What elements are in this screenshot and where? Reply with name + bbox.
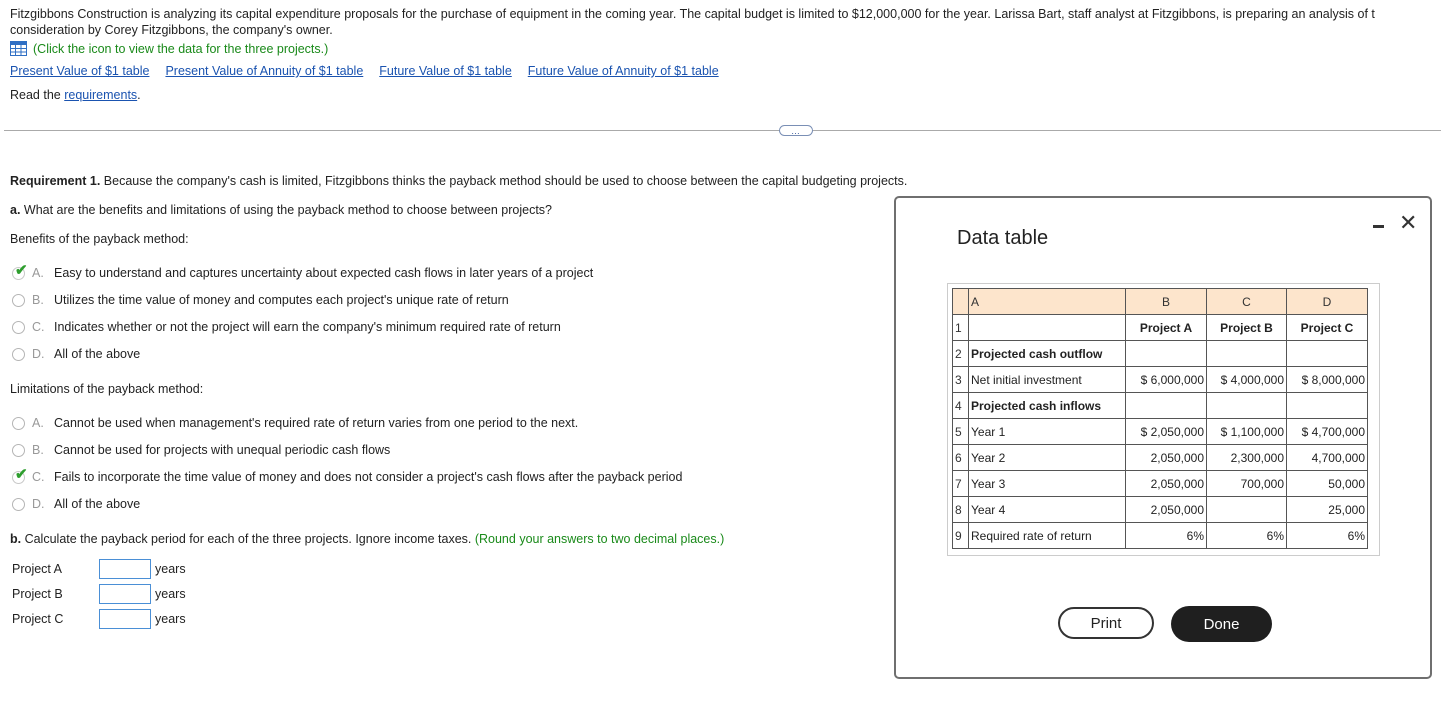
table-cell: $ 8,000,000 (1287, 367, 1368, 393)
requirement-1: Requirement 1. Because the company's cash is limited, Fitzgibbons thinks the payback method should be used to choose between the capital budgeting projects. (10, 174, 908, 188)
table-cell: Required rate of return (969, 523, 1126, 549)
column-header: A (969, 289, 1126, 315)
print-button[interactable]: Print (1058, 607, 1154, 639)
table-row (953, 367, 1368, 393)
table-cell: 6% (1126, 523, 1207, 549)
row-number: 4 (953, 393, 969, 419)
intro-text (10, 6, 1441, 38)
present-value-table-link[interactable]: Present Value of $1 table (10, 64, 150, 78)
table-cell (1207, 497, 1287, 523)
table-row (953, 315, 1368, 341)
column-header: D (1287, 289, 1368, 315)
minimize-icon[interactable] (1373, 225, 1384, 228)
future-value-table-link[interactable]: Future Value of $1 table (379, 64, 512, 78)
table-cell: 6% (1207, 523, 1287, 549)
table-cell (1207, 341, 1287, 367)
table-row (953, 471, 1368, 497)
radio-checked-icon[interactable] (12, 465, 28, 484)
table-row (953, 419, 1368, 445)
table-cell (1287, 393, 1368, 419)
radio-checked-icon[interactable] (12, 261, 28, 280)
table-cell: $ 6,000,000 (1126, 367, 1207, 393)
intro-line-2: consideration by Corey Fitzgibbons, the company's owner. (10, 23, 333, 37)
checkmark-icon: ✔ (15, 261, 28, 279)
read-requirements: Read the requirements. (10, 88, 141, 102)
data-table-dialog (894, 196, 1432, 679)
benefit-option-b[interactable]: B. Utilizes the time value of money and computes each project's unique rate of return (12, 292, 509, 308)
table-cell: Net initial investment (969, 367, 1126, 393)
row-number: 6 (953, 445, 969, 471)
rounding-note: (Round your answers to two decimal places.) (474, 532, 725, 546)
reference-table-links (10, 64, 719, 78)
row-number: 9 (953, 523, 969, 549)
table-cell: 6% (1287, 523, 1368, 549)
dialog-title: Data table (957, 227, 1049, 249)
row-number: 7 (953, 471, 969, 497)
limitations-label: Limitations of the payback method: (10, 382, 204, 396)
benefit-option-c[interactable]: C. Indicates whether or not the project will earn the company's minimum required rate of return (12, 319, 561, 335)
table-cell: Projected cash inflows (969, 393, 1126, 419)
table-row (953, 393, 1368, 419)
limitation-option-c[interactable]: ✔ C. Fails to incorporate the time value of money and does not consider a project's cash flows after the payback period (12, 469, 682, 485)
table-cell (969, 315, 1126, 341)
table-cell: Project C (1287, 315, 1368, 341)
table-cell: Project A (1126, 315, 1207, 341)
table-cell: 700,000 (1207, 471, 1287, 497)
table-row (953, 497, 1368, 523)
table-cell: $ 4,700,000 (1287, 419, 1368, 445)
radio-icon[interactable] (12, 417, 25, 430)
data-table-link-text[interactable]: (Click the icon to view the data for the three projects.) (33, 41, 329, 56)
table-cell: Project B (1207, 315, 1287, 341)
radio-icon[interactable] (12, 498, 25, 511)
expand-button[interactable] (779, 125, 813, 136)
column-header: B (1126, 289, 1207, 315)
table-cell (1207, 393, 1287, 419)
row-number: 1 (953, 315, 969, 341)
table-cell: Year 4 (969, 497, 1126, 523)
data-table-container (947, 283, 1380, 556)
future-value-annuity-table-link[interactable]: Future Value of Annuity of $1 table (527, 64, 719, 78)
checkmark-icon: ✔ (15, 465, 28, 483)
ellipsis-icon: … (791, 125, 801, 136)
limitation-option-d[interactable]: D. All of the above (12, 496, 140, 512)
table-cell: $ 4,000,000 (1207, 367, 1287, 393)
table-cell (1287, 341, 1368, 367)
table-cell: Projected cash outflow (969, 341, 1126, 367)
limitation-option-b[interactable]: B. Cannot be used for projects with unequal periodic cash flows (12, 442, 390, 458)
table-cell: Year 2 (969, 445, 1126, 471)
table-cell: 2,050,000 (1126, 445, 1207, 471)
radio-icon[interactable] (12, 294, 25, 307)
table-cell: 25,000 (1287, 497, 1368, 523)
radio-icon[interactable] (12, 444, 25, 457)
row-number: 3 (953, 367, 969, 393)
question-b: b. Calculate the payback period for each of the three projects. Ignore income taxes. (Round your answers to two decimal places.) (10, 532, 725, 546)
data-table-link-row[interactable] (10, 41, 328, 56)
table-cell (1126, 393, 1207, 419)
table-row (953, 445, 1368, 471)
intro-line-1: Fitzgibbons Construction is analyzing its capital expenditure proposals for the purchase of equipment in the coming year. The capital budget is limited to $12,000,000 for the year. Larissa Bart, staff analyst at Fitzgibbons, is preparing an analysis of t (10, 7, 1375, 21)
row-number: 5 (953, 419, 969, 445)
table-row (953, 341, 1368, 367)
table-row (953, 523, 1368, 549)
radio-icon[interactable] (12, 348, 25, 361)
table-cell: 2,300,000 (1207, 445, 1287, 471)
question-a: a. What are the benefits and limitations of using the payback method to choose between projects? (10, 203, 553, 217)
table-cell: Year 1 (969, 419, 1126, 445)
benefits-label: Benefits of the payback method: (10, 232, 189, 246)
answer-row-project-b: Project B years (12, 583, 186, 605)
answer-row-project-a: Project A years (12, 558, 186, 580)
limitation-option-a[interactable]: A. Cannot be used when management's required rate of return varies from one period to the next. (12, 415, 578, 431)
benefit-option-d[interactable]: D. All of the above (12, 346, 140, 362)
table-cell: $ 2,050,000 (1126, 419, 1207, 445)
data-table-icon[interactable] (10, 41, 27, 56)
table-header-row (953, 289, 1368, 315)
answer-row-project-c: Project C years (12, 608, 186, 630)
row-number: 8 (953, 497, 969, 523)
requirements-link[interactable]: requirements (64, 88, 138, 102)
data-table (952, 288, 1368, 549)
table-cell: 2,050,000 (1126, 471, 1207, 497)
table-cell: 2,050,000 (1126, 497, 1207, 523)
close-icon[interactable]: ✕ (1399, 210, 1418, 235)
table-cell (1126, 341, 1207, 367)
done-button[interactable]: Done (1171, 606, 1272, 642)
radio-icon[interactable] (12, 321, 25, 334)
section-divider (4, 130, 1441, 131)
table-corner-cell (953, 289, 969, 315)
table-cell: 4,700,000 (1287, 445, 1368, 471)
benefit-option-a[interactable]: ✔ A. Easy to understand and captures uncertainty about expected cash flows in later years of a project (12, 265, 593, 281)
project-b-payback-input[interactable] (99, 584, 151, 604)
row-number: 2 (953, 341, 969, 367)
table-cell: 50,000 (1287, 471, 1368, 497)
present-value-annuity-table-link[interactable]: Present Value of Annuity of $1 table (165, 64, 364, 78)
project-c-payback-input[interactable] (99, 609, 151, 629)
table-cell: $ 1,100,000 (1207, 419, 1287, 445)
table-cell: Year 3 (969, 471, 1126, 497)
column-header: C (1207, 289, 1287, 315)
project-a-payback-input[interactable] (99, 559, 151, 579)
